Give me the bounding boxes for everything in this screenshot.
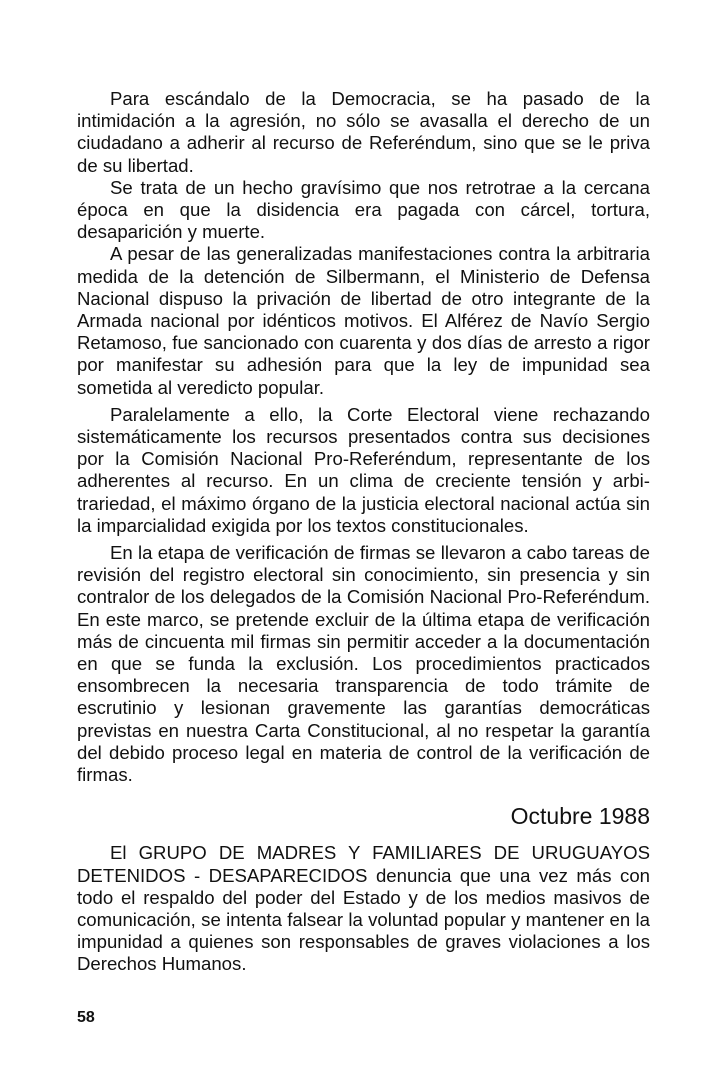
paragraph-intimidation: Para escándalo de la Democracia, se ha pasado de la intimidación a la agresión, no sólo se avasalla el derecho de un ciudadano a adherir al recurso de Referéndum, sino que se le priva de su libertad. [77, 88, 650, 176]
paragraph-detention: A pesar de las generalizadas manifestaciones contra la arbitraria medida de la detención de Silbermann, el Ministerio de Defensa Nacional dispuso la privación de libertad de otro integrante de la Armada nacional por idénticos motivos. El Alférez de Navío Sergio Retamoso, fue sancionado con cuarenta y dos días de arresto a rigor por manifestar su adhesión para que la ley de impunidad sea sometida al veredicto popular. [77, 243, 650, 398]
paragraph-grave-fact: Se trata de un hecho gravísimo que nos retrotrae a la cercana época en que la disidencia era pagada con cárcel, tortura, desaparición y muerte. [77, 176, 650, 243]
document-body [77, 88, 650, 976]
dateline: Octubre 1988 [510, 803, 650, 830]
page-number: 58 [77, 1009, 95, 1026]
paragraph-electoral-court: Paralelamente a ello, la Corte Electoral viene rechazando sistemáticamente los recursos presentados contra sus decisiones por la Comisión Nacional Pro-Referéndum, representante de los adherentes al recurso. En un clima de creciente tensión y arbitrariedad, el máximo órgano de la justicia electoral nacional actúa sin la imparcialidad exigida por los textos constitucionales. [77, 403, 650, 536]
paragraph-closing-statement: El GRUPO DE MADRES Y FAMILIARES DE URUGUAYOS DETENIDOS - DESAPARECIDOS denuncia que una vez más con todo el respaldo del poder del Estado y de los medios masivos de comunicación, se intenta falsear la voluntad popular y mantener en la impunidad a quienes son responsables de graves violaciones a los Derechos Humanos. [77, 842, 650, 975]
paragraph-signature-verification: En la etapa de verificación de firmas se llevaron a cabo tareas de revisión del registro electoral sin conocimiento, sin presencia y sin contralor de los delegados de la Comisión Nacional Pro-Referéndum. En este marco, se pretende excluir de la última etapa de verificación más de cincuenta mil firmas sin permitir acceder a la documentación en que se funda la exclusión. Los procedimientos practicados ensombrecen la necesaria transparencia de todo trámite de escrutinio y lesionan gravemente las garantías democráticas previstas en nuestra Carta Constitucional, al no respetar la garantía del debido proceso legal en materia de control de la verificación de firmas. [77, 542, 650, 786]
